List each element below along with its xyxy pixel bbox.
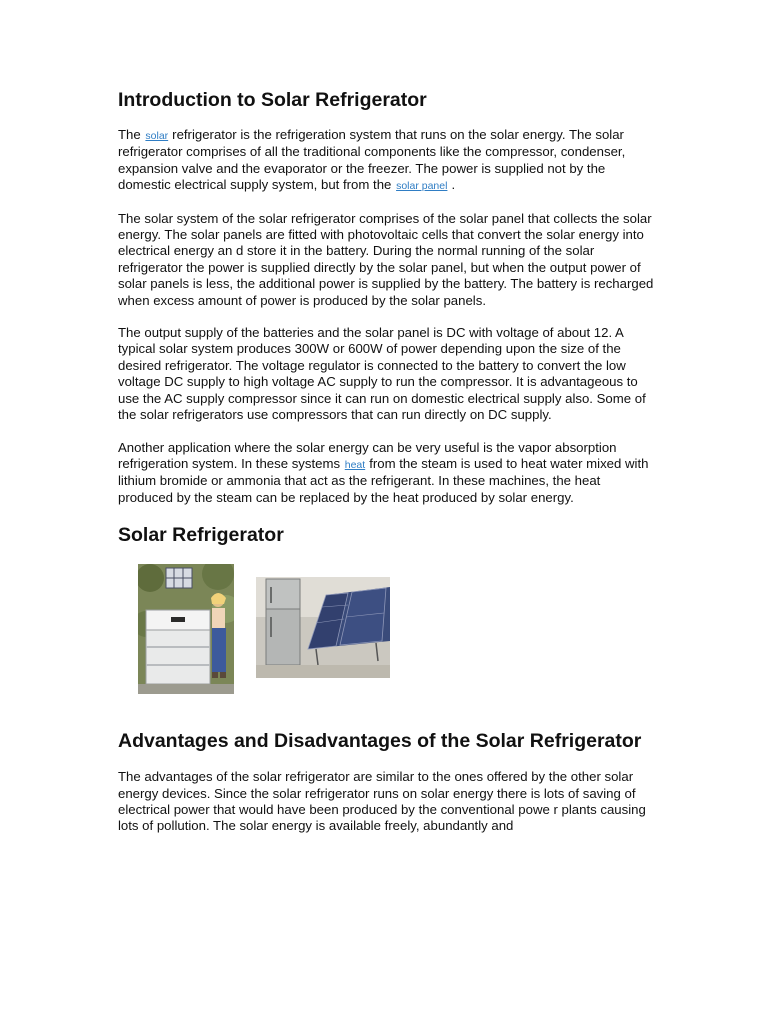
link-solar[interactable]: solar xyxy=(145,130,169,142)
document-content xyxy=(118,84,658,835)
text-segment: The xyxy=(118,127,141,142)
figure-row xyxy=(118,564,658,696)
paragraph-intro-2: The solar system of the solar refrigerator comprises of the solar panel that collects the solar energy. The solar panels are fitted with photovoltaic cells that convert the solar energy into electrical energy an d store it in the battery. During the normal running of the solar refrigerator the power is supplied directly by the solar panel, but when the output power of solar panels is less, the additional power is supplied by the battery. The battery is recharged when excess amount of power is produced by the solar panels. xyxy=(118,210,654,308)
photo-refrigerator-and-solar-panels xyxy=(256,577,390,678)
text-segment: . xyxy=(451,177,456,193)
link-solar-panel[interactable]: solar panel xyxy=(396,180,448,193)
paragraph-advantages-1: The advantages of the solar refrigerator are similar to the ones offered by the other solar energy devices. Since the solar refrigerator runs on solar energy there is lots of saving of electrical power that would have been produced by the conventional powe r plants causing lots of pollution. The solar energy is available freely, abundantly and xyxy=(118,769,646,834)
paragraph-intro-3: The output supply of the batteries and the solar panel is DC with voltage of about 12. A typical solar system produces 300W or 600W of power depending upon the size of the desired refrigerator. The voltage regulator is connected to the battery to convert the low voltage DC supply to high voltage AC supply to run the compressor. It is advantageous to use the AC supply compressor since it can run on domestic electrical supply also. Some of the solar refrigerators use compressors that can run directly on DC supply. xyxy=(118,325,646,423)
text-segment: from the steam is used to heat water mixed with lithium bromide or ammonia that act as the refrigerant. In these machines, the heat produced by the steam can be replaced by the heat produced by solar energy. xyxy=(118,455,649,505)
text-segment: refrigerator is the refrigeration system that runs on the solar energy. The solar refrigerator comprises of all the traditional components like the compressor, condenser, expansion valve and the evaporator or the freezer. The power is supplied not by the domestic electrical supply system, but from the xyxy=(118,127,626,193)
text-segment: Another application where the solar energy can be very useful is the vapor absorption refrigeration system. In these systems xyxy=(118,439,617,471)
heading-introduction: Introduction to Solar Refrigerator xyxy=(118,89,427,111)
heading-advantages: Advantages and Disadvantages of the Solar Refrigerator xyxy=(118,730,642,753)
photo-solar-refrigerator-with-person xyxy=(138,564,234,694)
link-heat[interactable]: heat xyxy=(344,458,366,471)
heading-solar-refrigerator: Solar Refrigerator xyxy=(118,524,284,547)
paragraph-intro-1 xyxy=(118,127,658,195)
paragraph-intro-4 xyxy=(118,440,658,507)
